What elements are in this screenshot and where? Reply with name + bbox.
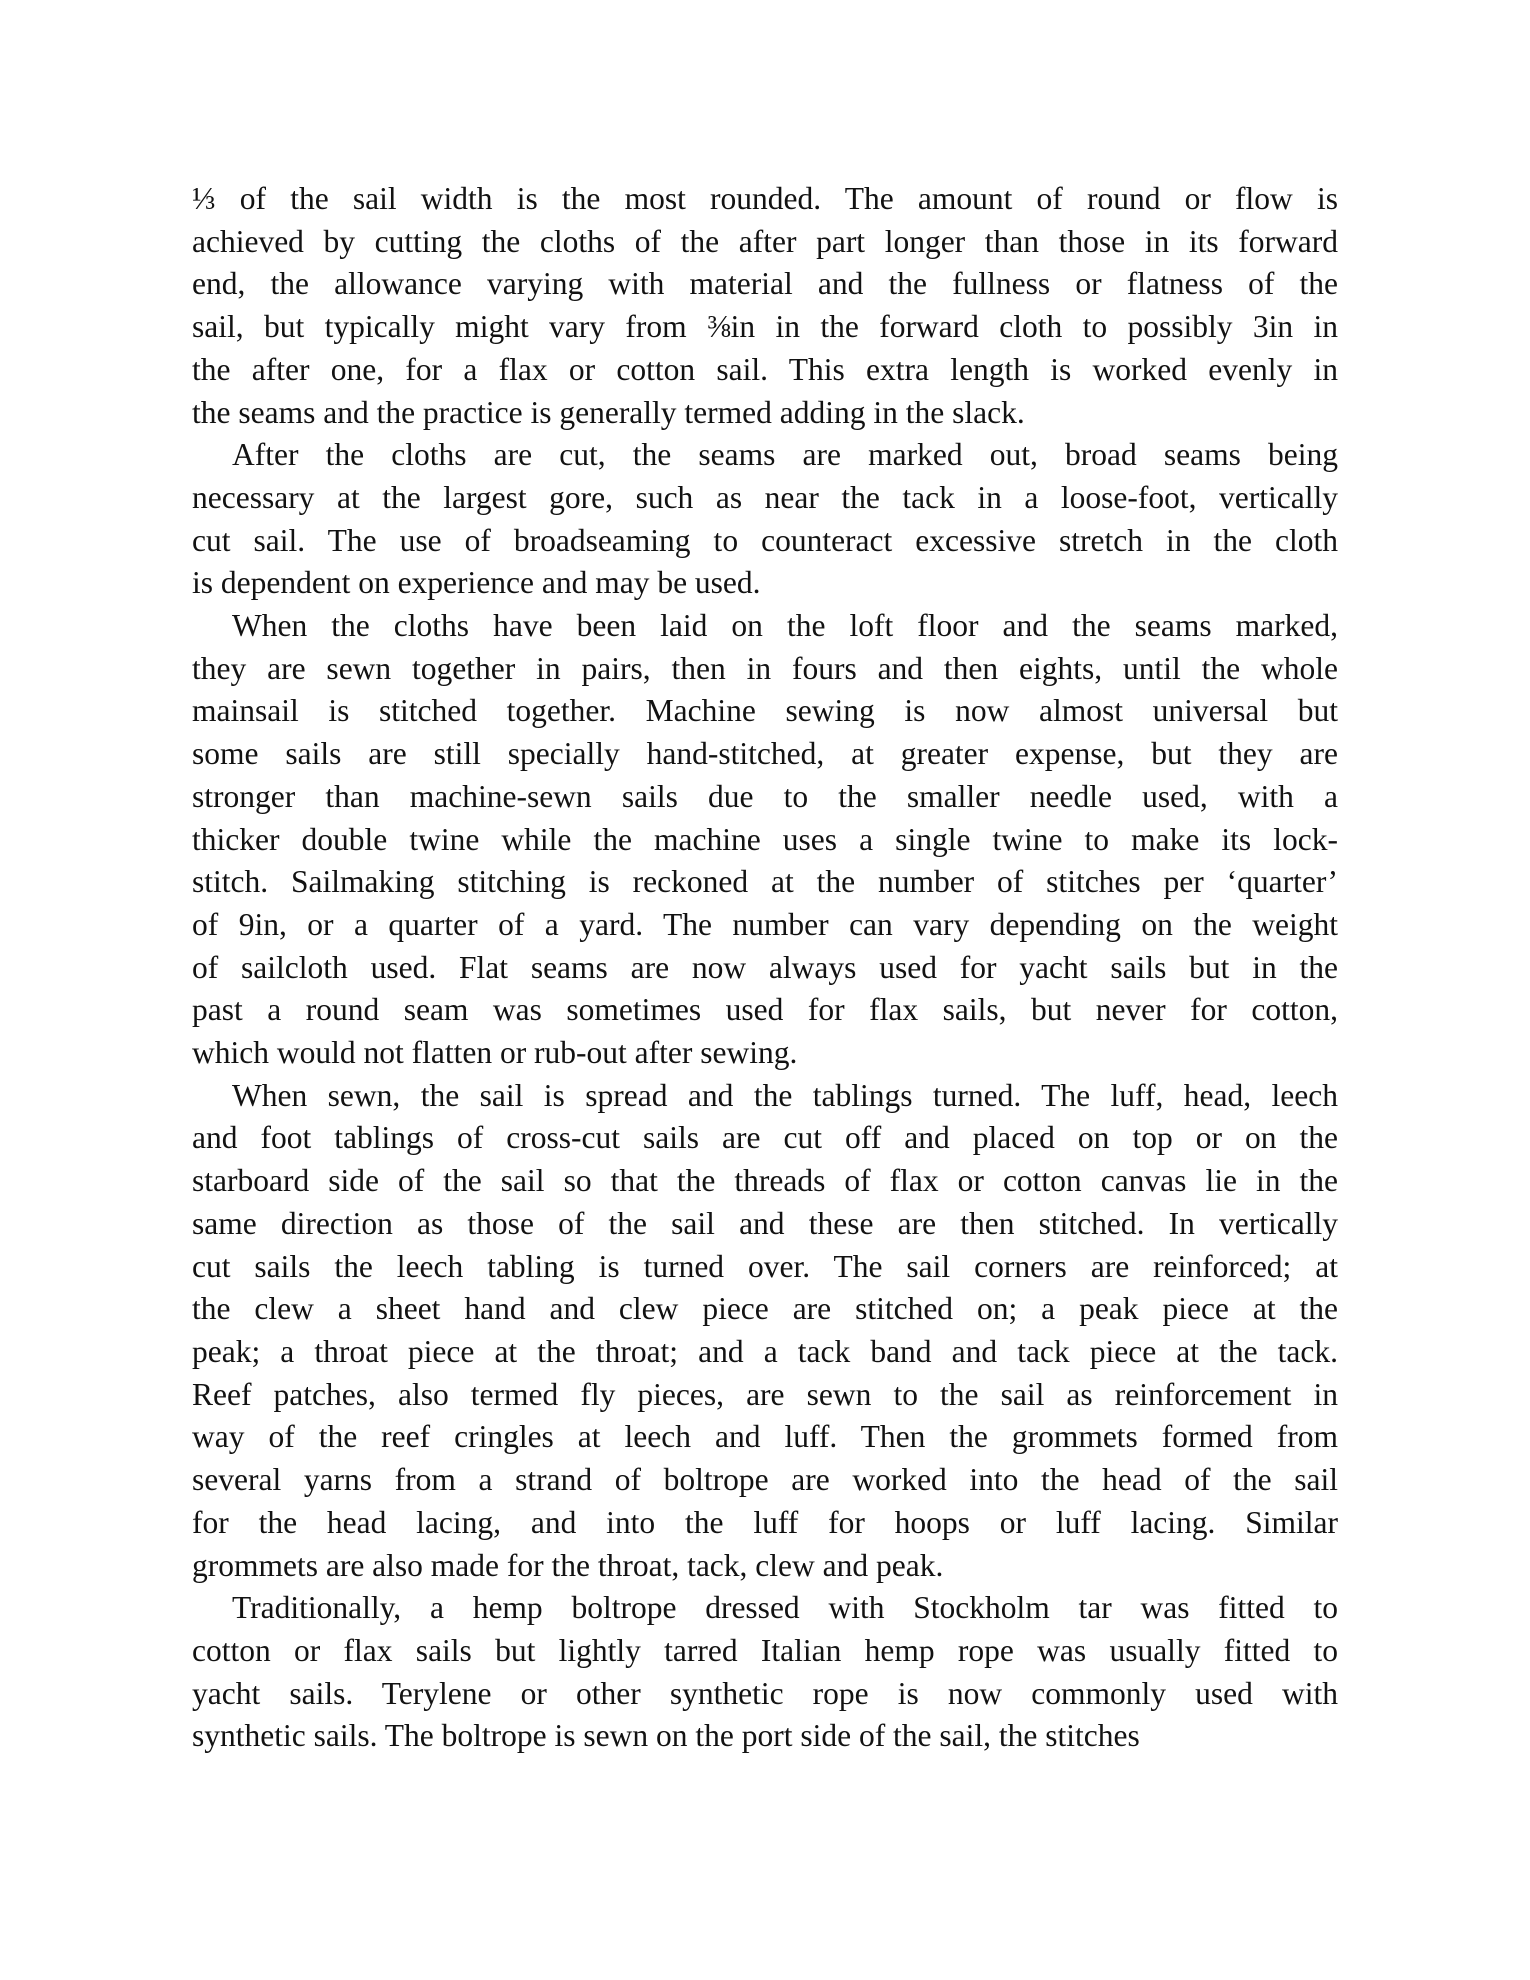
text-line: When the cloths have been laid on the loft floor and the seams marked, xyxy=(232,608,1338,644)
text-line: starboard side of the sail so that the threads of flax or cotton canvas lie in the xyxy=(192,1163,1338,1199)
text-line: for the head lacing, and into the luff for hoops or luff lacing. Similar xyxy=(192,1504,1338,1540)
text-line: When sewn, the sail is spread and the tablings turned. The luff, head, leech xyxy=(232,1077,1338,1113)
text-line: and foot tablings of cross-cut sails are cut off and placed on top or on the xyxy=(192,1120,1338,1156)
text-line: several yarns from a strand of boltrope are worked into the head of the sail xyxy=(192,1462,1338,1498)
paragraph xyxy=(192,434,1338,605)
text-line: of 9in, or a quarter of a yard. The number can vary depending on the weight xyxy=(192,906,1338,942)
text-line: Traditionally, a hemp boltrope dressed with Stockholm tar was fitted to xyxy=(232,1590,1338,1626)
paragraph xyxy=(192,1587,1338,1758)
text-line: cut sail. The use of broadseaming to counteract excessive stretch in the cloth xyxy=(192,522,1338,558)
paragraph xyxy=(192,178,1338,434)
text-line: they are sewn together in pairs, then in fours and then eights, until the whole xyxy=(192,650,1338,686)
text-line: thicker double twine while the machine uses a single twine to make its lock- xyxy=(192,821,1338,857)
text-line: mainsail is stitched together. Machine sewing is now almost universal but xyxy=(192,693,1338,729)
text-line: necessary at the largest gore, such as near the tack in a loose-foot, vertically xyxy=(192,479,1338,515)
paragraph xyxy=(192,1075,1338,1587)
text-line: the seams and the practice is generally termed adding in the slack. xyxy=(192,394,1025,430)
text-line: After the cloths are cut, the seams are marked out, broad seams being xyxy=(232,437,1338,473)
text-line: is dependent on experience and may be used. xyxy=(192,565,761,601)
page-body-text xyxy=(192,178,1338,1758)
text-line: end, the allowance varying with material and the fullness or flatness of the xyxy=(192,266,1338,302)
text-line: synthetic sails. The boltrope is sewn on the port side of the sail, the stitches xyxy=(192,1718,1140,1754)
text-line: the after one, for a flax or cotton sail. This extra length is worked evenly in xyxy=(192,351,1338,387)
text-line: same direction as those of the sail and these are then stitched. In vertically xyxy=(192,1205,1338,1241)
text-line: of sailcloth used. Flat seams are now always used for yacht sails but in the xyxy=(192,949,1338,985)
text-line: sail, but typically might vary from ⅜in in the forward cloth to possibly 3in in xyxy=(192,309,1338,345)
text-line: grommets are also made for the throat, tack, clew and peak. xyxy=(192,1547,944,1583)
text-line: peak; a throat piece at the throat; and a tack band and tack piece at the tack. xyxy=(192,1333,1338,1369)
text-line: yacht sails. Terylene or other synthetic rope is now commonly used with xyxy=(192,1675,1338,1711)
text-line: the clew a sheet hand and clew piece are stitched on; a peak piece at the xyxy=(192,1291,1338,1327)
paragraph xyxy=(192,605,1338,1075)
text-line: stitch. Sailmaking stitching is reckoned at the number of stitches per ‘quarter’ xyxy=(192,864,1338,900)
text-line: cotton or flax sails but lightly tarred Italian hemp rope was usually fitted to xyxy=(192,1632,1338,1668)
text-line: achieved by cutting the cloths of the after part longer than those in its forward xyxy=(192,223,1338,259)
text-line: which would not flatten or rub-out after sewing. xyxy=(192,1035,798,1071)
text-line: some sails are still specially hand-stitched, at greater expense, but they are xyxy=(192,736,1338,772)
text-line: Reef patches, also termed fly pieces, are sewn to the sail as reinforcement in xyxy=(192,1376,1338,1412)
text-line: ⅓ of the sail width is the most rounded. The amount of round or flow is xyxy=(192,181,1338,216)
text-line: way of the reef cringles at leech and luff. Then the grommets formed from xyxy=(192,1419,1338,1455)
text-line: stronger than machine-sewn sails due to the smaller needle used, with a xyxy=(192,778,1338,814)
text-line: past a round seam was sometimes used for flax sails, but never for cotton, xyxy=(192,992,1338,1028)
text-line: cut sails the leech tabling is turned over. The sail corners are reinforced; at xyxy=(192,1248,1338,1284)
